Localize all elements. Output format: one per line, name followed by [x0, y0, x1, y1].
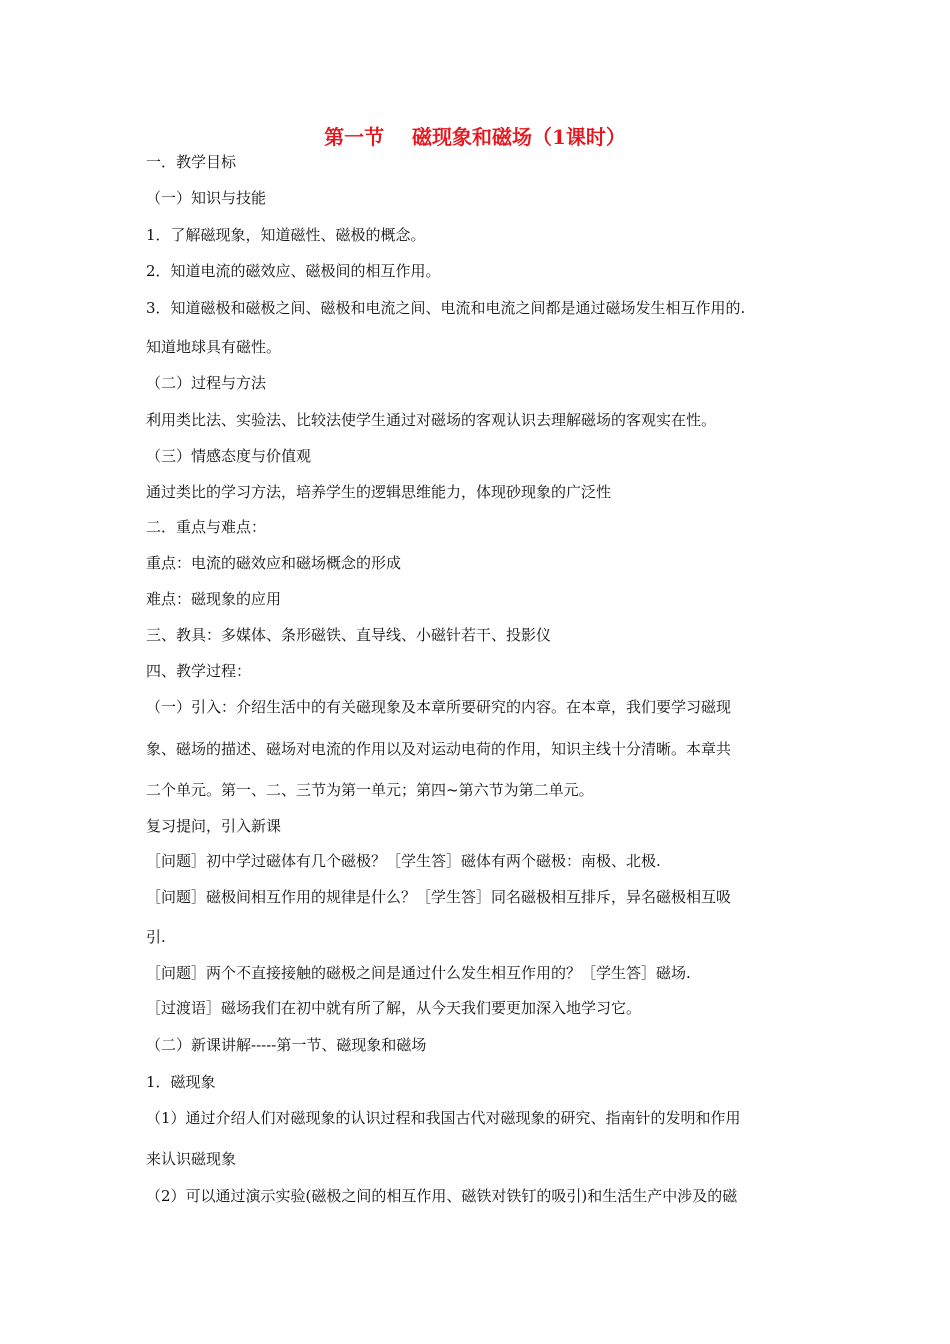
text-line: 来认识磁现象: [146, 1150, 237, 1168]
text-line: （1）通过介绍人们对磁现象的认识过程和我国古代对磁现象的研究、指南针的发明和作用: [146, 1109, 741, 1127]
text-line: 复习提问，引入新课: [146, 817, 282, 835]
text-line: 1．了解磁现象，知道磁性、磁极的概念。: [146, 226, 426, 244]
text-line: （一）引入：介绍生活中的有关磁现象及本章所要研究的内容。在本章，我们要学习磁现: [146, 698, 732, 716]
text-line: ［问题］初中学过磁体有几个磁极？［学生答］磁体有两个磁极：南极、北极.: [146, 852, 661, 870]
section-heading: 四、教学过程：: [146, 662, 252, 680]
subsection-heading: （二）新课讲解-----第一节、磁现象和磁场: [146, 1036, 427, 1054]
text-line: 难点：磁现象的应用: [146, 590, 282, 608]
text-line: ［过渡语］磁场我们在初中就有所了解，从今天我们要更加深入地学习它。: [146, 999, 642, 1017]
text-line: 知道地球具有磁性。: [146, 338, 282, 356]
text-line: 二个单元。第一、二、三节为第一单元；第四~第六节为第二单元。: [146, 781, 594, 799]
text-line: 3．知道磁极和磁极之间、磁极和电流之间、电流和电流之间都是通过磁场发生相互作用的.: [146, 299, 746, 317]
text-line: 重点：电流的磁效应和磁场概念的形成: [146, 554, 402, 572]
document-title: 第一节 磁现象和磁场（1课时）: [324, 125, 626, 149]
text-line: 象、磁场的描述、磁场对电流的作用以及对运动电荷的作用，知识主线十分清晰。本章共: [146, 740, 732, 758]
subsection-heading: （三）情感态度与价值观: [146, 447, 312, 465]
subsection-heading: （二）过程与方法: [146, 374, 267, 392]
section-heading: 一．教学目标: [146, 153, 237, 171]
text-line: 通过类比的学习方法，培养学生的逻辑思维能力，体现砂现象的广泛性: [146, 483, 612, 501]
text-line: ［问题］两个不直接接触的磁极之间是通过什么发生相互作用的？［学生答］磁场.: [146, 964, 691, 982]
subsection-heading: （一）知识与技能: [146, 189, 267, 207]
section-heading: 二．重点与难点：: [146, 518, 267, 536]
text-line: （2）可以通过演示实验(磁极之间的相互作用、磁铁对铁钉的吸引)和生活生产中涉及的磁: [146, 1187, 738, 1205]
text-line: ［问题］磁极间相互作用的规律是什么？［学生答］同名磁极相互排斥，异名磁极相互吸: [146, 888, 732, 906]
text-line: 1．磁现象: [146, 1073, 216, 1091]
text-line: 利用类比法、实验法、比较法使学生通过对磁场的客观认识去理解磁场的客观实在性。: [146, 411, 717, 429]
section-heading: 三、教具：多媒体、条形磁铁、直导线、小磁针若干、投影仪: [146, 626, 552, 644]
text-line: 引.: [146, 928, 166, 946]
text-line: 2．知道电流的磁效应、磁极间的相互作用。: [146, 262, 441, 280]
